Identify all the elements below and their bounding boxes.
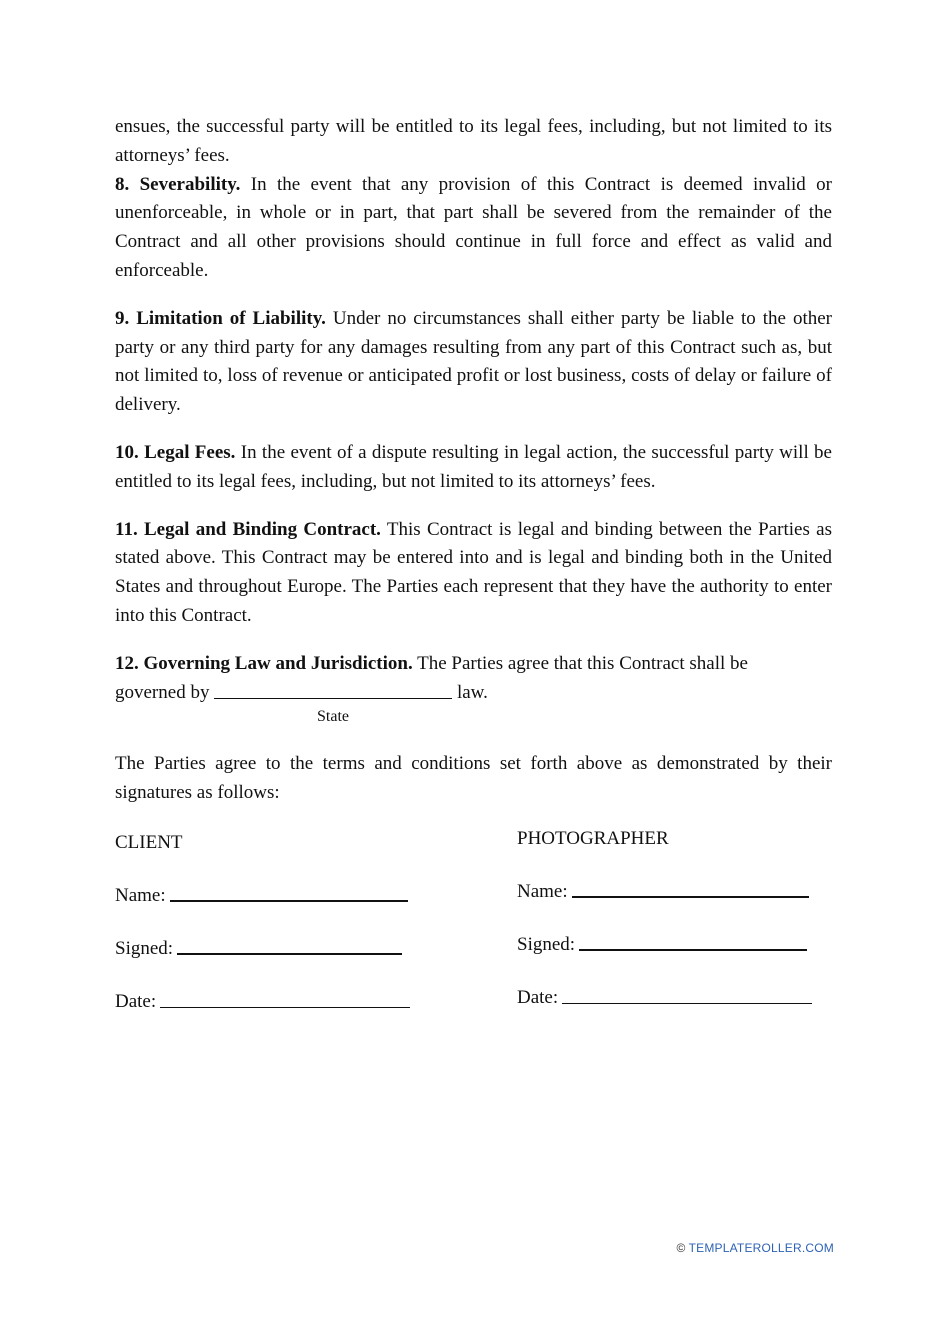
- section-text: Under no circumstances shall either party be liable to the other party or any third party for any damages resulting from any part of this Contract such as, but not limited to, loss of revenue or anticipated profit or lost business, costs of delay or failure of delivery.: [115, 307, 832, 416]
- document-body: [115, 113, 832, 808]
- state-blank-field[interactable]: [214, 697, 452, 699]
- section-heading: 12. Governing Law and Jurisdiction.: [115, 652, 413, 674]
- photographer-name-label: Name:: [517, 881, 568, 902]
- client-name-row: [115, 885, 408, 907]
- section-text: This Contract is legal and binding between the Parties as stated above. This Contract may be entered into and is legal and binding both in the United States and throughout Europe. The Parties each represent that they have the authority to enter into this Contract.: [115, 518, 832, 626]
- governing-prefix: governed by: [115, 681, 210, 703]
- section-governing-law: [115, 650, 832, 679]
- section-heading: 11. Legal and Binding Contract.: [115, 518, 381, 540]
- client-name-label: Name:: [115, 885, 166, 906]
- client-signed-row: [115, 938, 402, 960]
- client-signed-field[interactable]: [177, 952, 402, 955]
- continuation-paragraph: ensues, the successful party will be entitled to its legal fees, including, but not limited to its attorneys’ fees.: [115, 116, 832, 166]
- section-severability: [115, 171, 832, 286]
- copyright-symbol: ©: [676, 1241, 686, 1255]
- photographer-heading: PHOTOGRAPHER: [517, 828, 669, 849]
- photographer-signed-label: Signed:: [517, 934, 576, 955]
- section-heading: 8. Severability.: [115, 173, 241, 195]
- governing-suffix: law.: [456, 681, 488, 703]
- photographer-date-field[interactable]: [562, 1002, 812, 1004]
- agreement-paragraph: The Parties agree to the terms and conditions set forth above as demonstrated by their signatures as follows:: [115, 753, 832, 804]
- client-name-field[interactable]: [170, 899, 408, 902]
- governing-law-line: [115, 679, 832, 708]
- section-heading: 9. Limitation of Liability.: [115, 307, 326, 329]
- client-date-label: Date:: [115, 991, 157, 1012]
- footer-site-link[interactable]: TEMPLATEROLLER.COM: [688, 1241, 834, 1255]
- footer-credit: [677, 1241, 834, 1255]
- client-heading: CLIENT: [115, 832, 183, 853]
- section-text: In the event that any provision of this Contract is deemed invalid or unenforceable, in whole or in part, that part shall be severed from the remainder of the Contract and all other provisions should continue in full force and effect as valid and enforceable.: [115, 173, 832, 281]
- section-text: In the event of a dispute resulting in legal action, the successful party will be entitled to its legal fees, including, but not limited to its attorneys’ fees.: [115, 441, 832, 492]
- client-date-row: [115, 991, 410, 1013]
- photographer-signed-field[interactable]: [579, 948, 807, 951]
- section-legal-binding-contract: [115, 516, 832, 631]
- section-heading: 10. Legal Fees.: [115, 441, 236, 463]
- photographer-date-label: Date:: [517, 987, 559, 1008]
- section-legal-fees: [115, 439, 832, 497]
- photographer-date-row: [517, 987, 812, 1009]
- state-caption: State: [317, 708, 349, 726]
- signature-block: [115, 828, 832, 1032]
- client-signed-label: Signed:: [115, 938, 174, 959]
- section-limitation-of-liability: [115, 305, 832, 420]
- section-text: The Parties agree that this Contract shall be: [412, 652, 748, 674]
- photographer-name-field[interactable]: [572, 895, 809, 898]
- photographer-signed-row: [517, 934, 807, 956]
- photographer-name-row: [517, 881, 809, 903]
- client-date-field[interactable]: [160, 1006, 410, 1008]
